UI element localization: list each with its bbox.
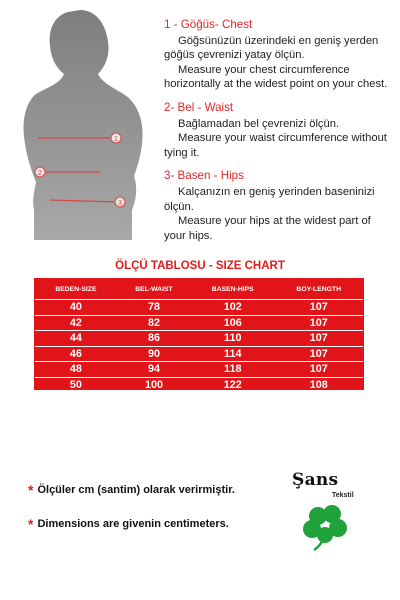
table-row [35, 315, 363, 331]
instruction-line: Measure your hips at the widest part of [178, 215, 371, 228]
table-cell: 107 [274, 346, 363, 362]
table-cell: 100 [117, 377, 191, 392]
instruction-title: 2- Bel - Waist [164, 100, 234, 114]
note-text: Ölçüler cm (santim) olarak verirmiştir. [37, 484, 235, 496]
marker-waist [35, 167, 45, 177]
marker-chest-label: 1 [114, 136, 118, 143]
table-cell: 114 [191, 346, 274, 362]
table-cell: 90 [117, 346, 191, 362]
instruction-section [164, 101, 396, 160]
column-header: BEDEN-SIZE [35, 279, 117, 300]
table-cell: 110 [191, 331, 274, 347]
marker-hips [115, 197, 125, 207]
body-silhouette-figure [10, 10, 160, 240]
size-chart-header-row [35, 279, 363, 300]
table-cell: 107 [274, 315, 363, 331]
table-cell: 86 [117, 331, 191, 347]
note-text: Dimensions are givenin centimeters. [37, 518, 229, 530]
brand-subtitle: Tekstil [332, 492, 354, 499]
table-cell: 50 [35, 377, 117, 392]
asterisk-icon: * [28, 482, 34, 498]
measurement-instructions [164, 18, 396, 252]
table-cell: 106 [191, 315, 274, 331]
instruction-line: Measure your chest circumference [178, 63, 350, 76]
table-cell: 94 [117, 362, 191, 378]
table-row [35, 300, 363, 316]
column-header: BEL-WAIST [117, 279, 191, 300]
size-chart-body [35, 300, 363, 393]
table-row [35, 377, 363, 392]
size-chart [34, 278, 364, 390]
table-cell: 42 [35, 315, 117, 331]
size-chart-title: ÖLÇÜ TABLOSU - SIZE CHART [115, 260, 285, 272]
marker-waist-label: 2 [38, 170, 42, 177]
silhouette-shape [24, 10, 143, 240]
table-cell: 102 [223, 301, 242, 314]
table-row [35, 362, 363, 378]
instruction-line: ölçün. [164, 200, 194, 213]
instruction-title: 3- Basen - Hips [164, 169, 244, 183]
marker-chest [111, 133, 121, 143]
instruction-line: tying it. [164, 146, 200, 159]
note-units-tr [28, 484, 288, 496]
table-cell: 78 [147, 301, 160, 314]
size-chart-table [35, 279, 363, 392]
table-cell: 122 [191, 377, 274, 392]
marker-hips-label: 3 [118, 200, 122, 207]
table-cell: 82 [117, 315, 191, 331]
table-cell: 44 [35, 331, 117, 347]
table-cell: 46 [35, 346, 117, 362]
instruction-title: 1 - Göğüs- Chest [164, 18, 253, 31]
asterisk-icon: * [28, 516, 34, 532]
notes [28, 484, 288, 552]
table-row [35, 346, 363, 362]
table-cell: 107 [274, 331, 363, 347]
column-header: BASEN-HIPS [191, 279, 274, 300]
instruction-line: Göğsünüzün üzerindeki en geniş yerden [178, 34, 379, 47]
instruction-line: horizontally at the widest point on your chest. [164, 78, 388, 91]
instruction-section [164, 18, 396, 92]
instruction-line: Kalçanızın en geniş yerinden baseninizi [178, 185, 375, 198]
instruction-section [164, 169, 396, 243]
table-row [35, 331, 363, 347]
instruction-line: your hips. [164, 229, 213, 242]
table-cell: 107 [309, 301, 328, 314]
clover-icon [298, 502, 354, 552]
instruction-line: göğüs çevrenizi yatay ölçün. [164, 49, 305, 62]
table-cell: 48 [35, 362, 117, 378]
instruction-line: Measure your waist circumference without [178, 132, 387, 145]
table-cell: 108 [274, 377, 363, 392]
column-header: BOY-LENGTH [274, 279, 363, 300]
instruction-line: Bağlamadan bel çevrenizi ölçün. [178, 117, 340, 130]
table-cell: 118 [191, 362, 274, 378]
table-cell: 40 [69, 301, 82, 314]
brand-name: Şans [292, 470, 339, 490]
brand-logo [292, 470, 372, 550]
table-cell: 107 [274, 362, 363, 378]
note-units-en [28, 518, 288, 530]
